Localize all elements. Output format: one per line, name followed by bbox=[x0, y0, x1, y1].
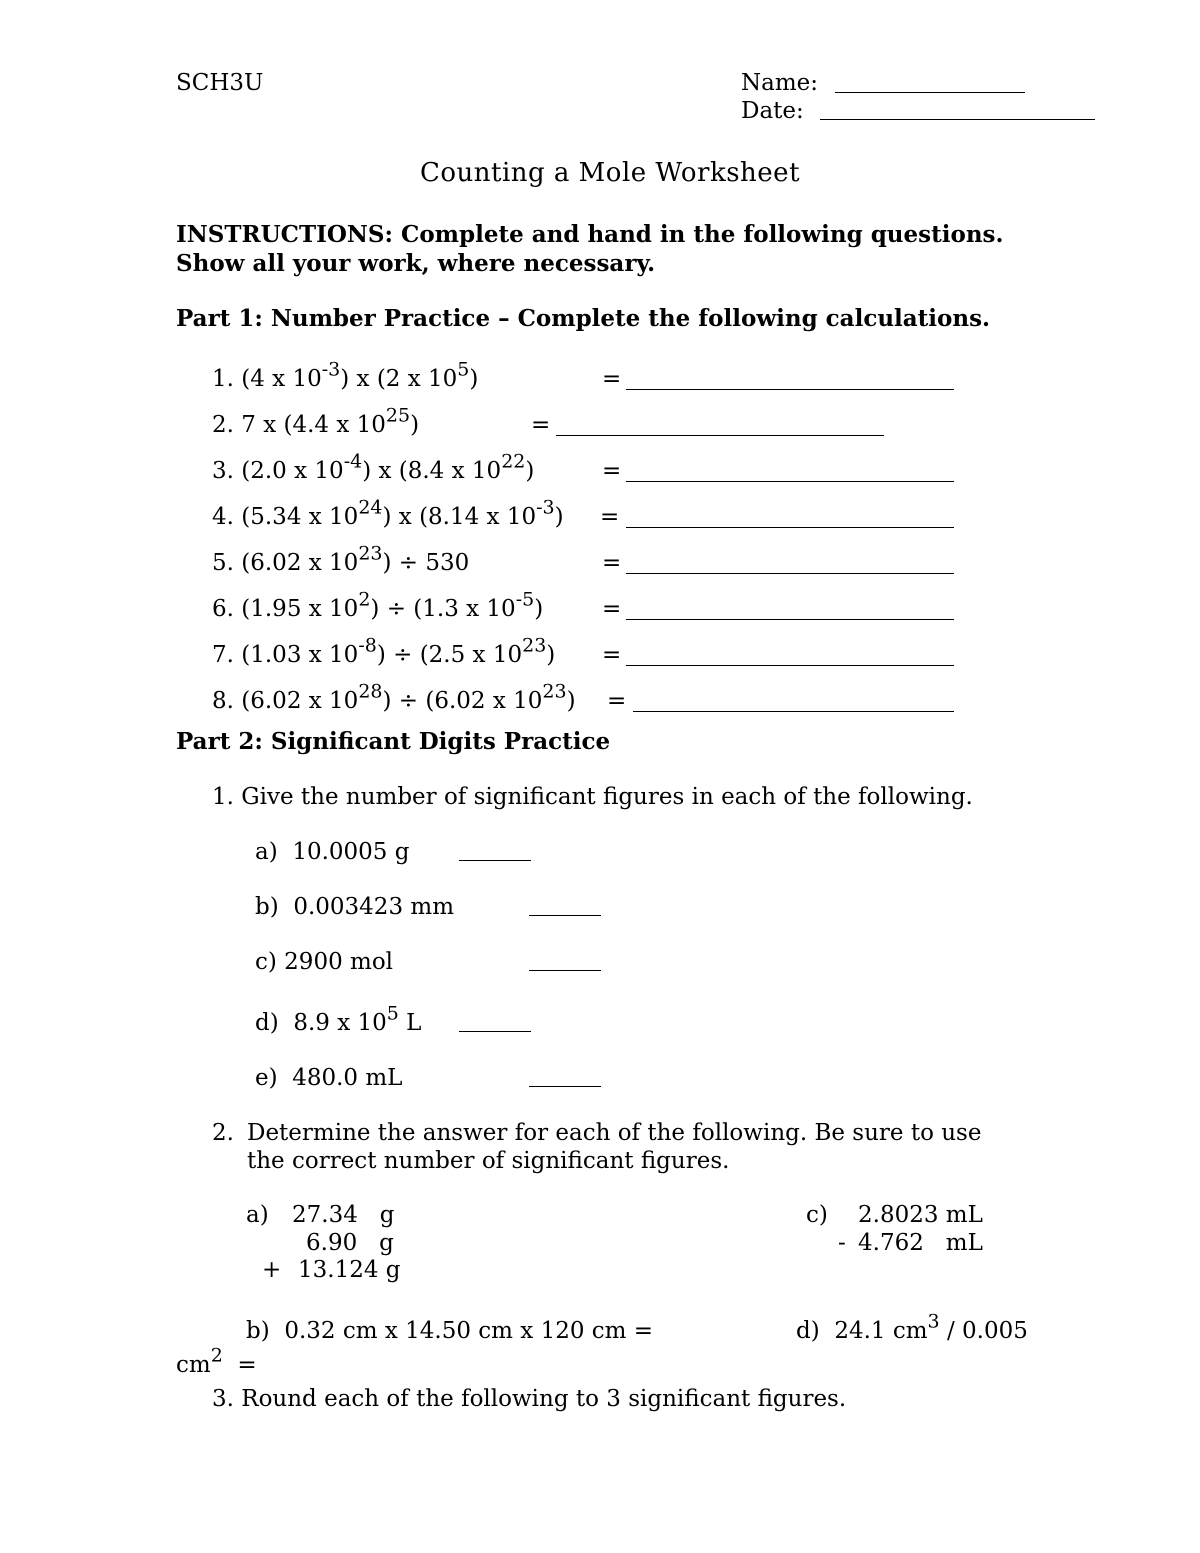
name-label: Name: bbox=[741, 70, 819, 96]
answer-line[interactable] bbox=[529, 970, 601, 971]
q2c-operator: - bbox=[838, 1230, 846, 1256]
equals-sign: = bbox=[531, 412, 551, 438]
question-number: 7. bbox=[212, 642, 234, 668]
equals-sign: = bbox=[602, 596, 622, 622]
answer-line[interactable] bbox=[626, 527, 954, 528]
question-number: 1. bbox=[212, 366, 234, 392]
sig-fig-item: c) 2900 mol bbox=[255, 949, 394, 975]
answer-line[interactable] bbox=[633, 711, 954, 712]
q2c-row-2: 4.762 mL bbox=[858, 1230, 983, 1256]
question-text: Round each of the following to 3 significant figures. bbox=[241, 1386, 847, 1412]
sig-fig-item: d) 8.9 x $10^5$ L bbox=[255, 1002, 422, 1036]
instructions-line-2: Show all your work, where necessary. bbox=[176, 250, 656, 277]
answer-line[interactable] bbox=[529, 915, 601, 916]
date-field[interactable] bbox=[820, 119, 1095, 120]
part1-question bbox=[212, 680, 576, 714]
expression: (6.02 x $10^{23}) \div 530$ bbox=[241, 542, 470, 576]
answer-line[interactable] bbox=[626, 665, 954, 666]
question-number: 6. bbox=[212, 596, 234, 622]
equals-sign: = bbox=[602, 458, 622, 484]
q2d-wrap: $cm^2$ = bbox=[176, 1344, 257, 1378]
date-label: Date: bbox=[741, 98, 804, 124]
part1-question bbox=[212, 634, 556, 668]
page-title: Counting a Mole Worksheet bbox=[419, 158, 801, 188]
part1-question bbox=[212, 496, 564, 530]
expression: (1.03 x $10^{-8}) \div (2.5$ x $10^{23}$) bbox=[241, 634, 556, 668]
sig-fig-item: e) 480.0 mL bbox=[255, 1065, 403, 1091]
name-field[interactable] bbox=[835, 92, 1025, 93]
sig-fig-item: a) 10.0005 g bbox=[255, 839, 410, 865]
expression: (5.34 x $10^{24}$) x (8.14 x $10^{-3}$) bbox=[241, 496, 564, 530]
sig-fig-item: b) 0.003423 mm bbox=[255, 894, 455, 920]
part2-question-1 bbox=[212, 784, 973, 810]
part1-question bbox=[212, 358, 479, 392]
answer-line[interactable] bbox=[529, 1086, 601, 1087]
answer-line[interactable] bbox=[626, 573, 954, 574]
question-number: 2. bbox=[212, 412, 234, 438]
equals-sign: = bbox=[607, 688, 627, 714]
course-code: SCH3U bbox=[176, 70, 264, 96]
answer-line[interactable] bbox=[626, 481, 954, 482]
q2b-item: b) 0.32 cm x 14.50 cm x 120 cm = bbox=[246, 1318, 654, 1344]
question-number: 3. bbox=[212, 458, 234, 484]
question-number: 5. bbox=[212, 550, 234, 576]
part1-question bbox=[212, 404, 420, 438]
expression: 7 x (4.4 x $10^{25}$) bbox=[241, 404, 420, 438]
equals-sign: = bbox=[602, 366, 622, 392]
part1-heading: Part 1: Number Practice – Complete the following calculations. bbox=[176, 305, 991, 332]
q2a-row-3: 13.124 g bbox=[298, 1257, 401, 1283]
q2a-operator: + bbox=[262, 1257, 282, 1283]
part1-question bbox=[212, 588, 544, 622]
question-text: Give the number of significant figures in each of the following. bbox=[241, 784, 973, 810]
q2c-letter: c) bbox=[806, 1202, 828, 1228]
answer-line[interactable] bbox=[626, 619, 954, 620]
q2a-row-2: 6.90 g bbox=[306, 1230, 394, 1256]
question-number: 4. bbox=[212, 504, 234, 530]
equals-sign: = bbox=[602, 642, 622, 668]
answer-line[interactable] bbox=[626, 389, 954, 390]
q2a-letter: a) bbox=[246, 1202, 269, 1228]
part2-question-2-line-2: the correct number of significant figures. bbox=[247, 1148, 730, 1174]
part2-question-2-line-1: Determine the answer for each of the following. Be sure to use bbox=[247, 1120, 982, 1146]
equals-sign: = bbox=[602, 550, 622, 576]
expression: (6.02 x $10^{28}) \div (6.02$ x $10^{23}$) bbox=[241, 680, 576, 714]
q2c-row-1: 2.8023 mL bbox=[858, 1202, 983, 1228]
instructions-line-1: INSTRUCTIONS: Complete and hand in the following questions. bbox=[176, 221, 1004, 248]
question-number: 1. bbox=[212, 784, 234, 810]
part2-question-2-number: 2. bbox=[212, 1120, 234, 1146]
answer-line[interactable] bbox=[459, 860, 531, 861]
expression: (4 x $10^{-3}$) x (2 x $10^5$) bbox=[241, 358, 479, 392]
part2-heading: Part 2: Significant Digits Practice bbox=[176, 728, 611, 755]
q2a-row-1: 27.34 g bbox=[292, 1202, 395, 1228]
equals-sign: = bbox=[600, 504, 620, 530]
part1-question bbox=[212, 450, 535, 484]
question-number: 3. bbox=[212, 1386, 234, 1412]
answer-line[interactable] bbox=[459, 1031, 531, 1032]
answer-line[interactable] bbox=[556, 435, 884, 436]
part1-question bbox=[212, 542, 470, 576]
question-number: 8. bbox=[212, 688, 234, 714]
expression: (2.0 x $10^{-4}$) x (8.4 x $10^{22}$) bbox=[241, 450, 535, 484]
expression: (1.95 x $10^2) \div (1.3$ x $10^{-5}$) bbox=[241, 588, 544, 622]
q2d-item: d) 24.1 $cm^3 / 0.005$ bbox=[796, 1310, 1028, 1344]
part2-question-3 bbox=[212, 1386, 846, 1412]
